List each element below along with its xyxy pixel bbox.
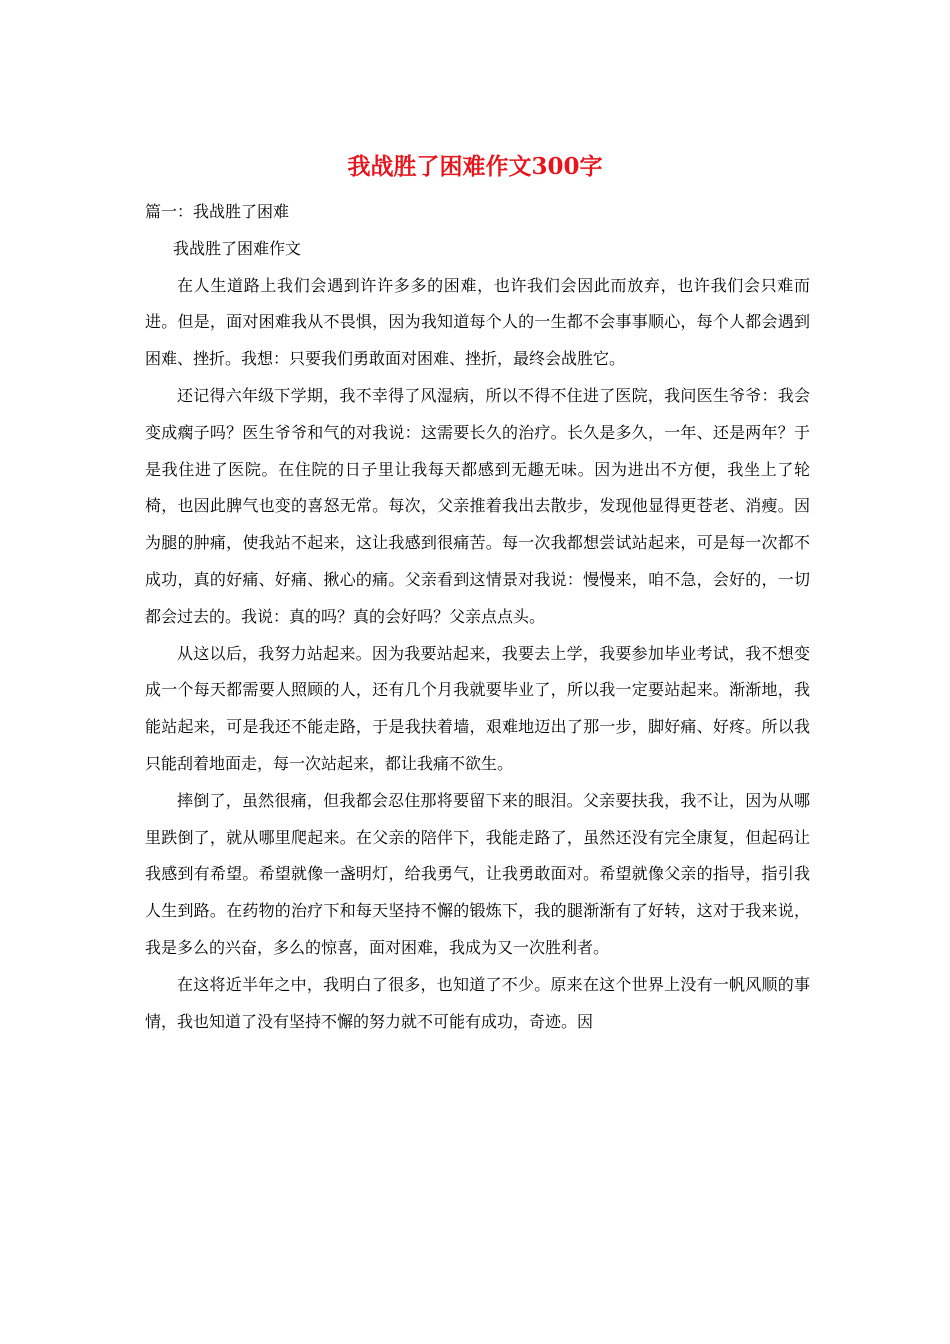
paragraph-2: 还记得六年级下学期，我不幸得了风湿病，所以不得不住进了医院，我问医生爷爷：我会变成瘸子吗？医生爷爷和气的对我说：这需要长久的治疗。长久是多久，一年、还是两年？于是我住进了医院。在住院的日子里让我每天都感到无趣无味。因为进出不方便，我坐上了轮椅，也因此脾气也变的喜怒无常。每次，父亲推着我出去散步，发现他显得更苍老、消瘦。因为腿的肿痛，使我站不起来，这让我感到很痛苦。每一次我都想尝试站起来，可是每一次都不成功，真的好痛、好痛、揪心的痛。父亲看到这情景对我说：慢慢来，咱不急，会好的，一切都会过去的。我说：真的吗？真的会好吗？父亲点点头。: [145, 385, 810, 626]
paragraph-3: 从这以后，我努力站起来。因为我要站起来，我要去上学，我要参加毕业考试，我不想变成一个每天都需要人照顾的人，还有几个月我就要毕业了，所以我一定要站起来。渐渐地，我能站起来，可是我还不能走路，于是我扶着墙，艰难地迈出了那一步，脚好痛、好疼。所以我只能刮着地面走，每一次站起来，都让我痛不欲生。: [145, 643, 810, 773]
section-label: 篇一：我战胜了困难: [145, 202, 290, 221]
essay-title: 我战胜了困难作文: [173, 238, 302, 258]
document-title: 我战胜了困难作文300字: [347, 153, 603, 180]
document-body: [145, 194, 810, 1040]
paragraph-5: 在这将近半年之中，我明白了很多，也知道了不少。原来在这个世界上没有一帆风顺的事情，我也知道了没有坚持不懈的努力就不可能有成功，奇迹。因: [145, 974, 810, 1031]
paragraph-1: 在人生道路上我们会遇到许许多多的困难，也许我们会因此而放弃，也许我们会只难而进。但是，面对困难我从不畏惧，因为我知道每个人的一生都不会事事顺心，每个人都会遇到困难、挫折。我想：只要我们勇敢面对困难、挫折，最终会战胜它。: [145, 275, 810, 369]
paragraph-4: 摔倒了，虽然很痛，但我都会忍住那将要留下来的眼泪。父亲要扶我，我不让，因为从哪里跌倒了，就从哪里爬起来。在父亲的陪伴下，我能走路了，虽然还没有完全康复，但起码让我感到有希望。希望就像一盏明灯，给我勇气，让我勇敢面对。希望就像父亲的指导，指引我人生到路。在药物的治疗下和每天坚持不懈的锻炼下，我的腿渐渐有了好转，这对于我来说，我是多么的兴奋，多么的惊喜，面对困难，我成为又一次胜利者。: [145, 790, 810, 957]
